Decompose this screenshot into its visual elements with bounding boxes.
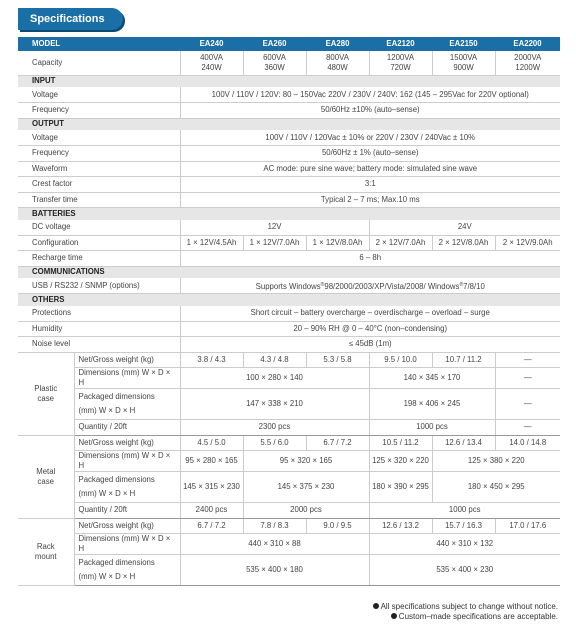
crest-factor-row [18, 177, 560, 193]
section-output [18, 118, 560, 130]
specifications-title: Specifications [18, 8, 123, 30]
row-value: 6 – 8h [180, 251, 560, 267]
rack-weight-row [18, 518, 560, 534]
weight-value: 7.8 / 8.3 [243, 518, 306, 534]
recharge-time-row [18, 251, 560, 267]
weight-value: 4.5 / 5.0 [180, 435, 243, 451]
section-title: COMMUNICATIONS [18, 266, 560, 278]
footnote-text: Custom–made specifications are acceptable. [398, 612, 558, 621]
quantity-value: 1000 pcs [369, 503, 560, 519]
row-label: Packaged dimensions (mm) W × D × H [74, 389, 180, 420]
row-label: Voltage [18, 87, 180, 103]
row-label: Packaged dimensions (mm) W × D × H [74, 555, 180, 586]
model-ea260: EA260 [243, 37, 306, 51]
weight-value: 10.5 / 11.2 [369, 435, 432, 451]
config-value: 1 × 12V/7.0Ah [243, 235, 306, 251]
row-label: Dimensions (mm) W × D × H [74, 451, 180, 472]
weight-value: — [495, 352, 560, 368]
footnote [373, 612, 558, 622]
row-value: Short circuit – battery overcharge – overdischarge – overload – surge [180, 306, 560, 322]
bullet-icon [391, 613, 397, 619]
weight-value: 5.3 / 5.8 [306, 352, 369, 368]
dc-voltage-row [18, 220, 560, 236]
row-value: ≤ 45dB (1m) [180, 337, 560, 353]
section-title: BATTERIES [18, 208, 560, 220]
config-value: 2 × 12V/9.0Ah [495, 235, 560, 251]
dimension-value: 125 × 320 × 220 [369, 451, 432, 472]
row-value: Typical 2 – 7 ms; Max.10 ms [180, 192, 560, 208]
weight-value: 10.7 / 11.2 [432, 352, 495, 368]
row-label: Transfer time [18, 192, 180, 208]
humidity-row [18, 321, 560, 337]
capacity-value: 1200VA 720W [369, 51, 432, 75]
capacity-label: Capacity [18, 51, 180, 75]
row-value [180, 278, 560, 294]
row-label: USB / RS232 / SNMP (options) [18, 278, 180, 294]
weight-value: 6.7 / 7.2 [306, 435, 369, 451]
metal-packaged-row [18, 472, 560, 503]
config-value: 1 × 12V/8.0Ah [306, 235, 369, 251]
row-label: Noise level [18, 337, 180, 353]
plastic-weight-row [18, 352, 560, 368]
quantity-value: 1000 pcs [369, 420, 495, 436]
plastic-dimensions-row [18, 368, 560, 389]
row-value: AC mode: pure sine wave; battery mode: simulated sine wave [180, 161, 560, 177]
packaged-value: 180 × 390 × 295 [369, 472, 432, 503]
row-label: Waveform [18, 161, 180, 177]
registered-mark: ® [320, 281, 325, 288]
row-label: Frequency [18, 146, 180, 162]
plastic-packaged-row [18, 389, 560, 420]
section-title: INPUT [18, 75, 560, 87]
row-value: 50/60Hz ± 1% (auto–sense) [180, 146, 560, 162]
row-value: 3:1 [180, 177, 560, 193]
section-input [18, 75, 560, 87]
model-ea2200: EA2200 [495, 37, 560, 51]
weight-value: 14.0 / 14.8 [495, 435, 560, 451]
spec-table [18, 37, 560, 586]
weight-value: 4.3 / 4.8 [243, 352, 306, 368]
packaged-value: 198 × 406 × 245 [369, 389, 495, 420]
capacity-value: 1500VA 900W [432, 51, 495, 75]
row-label: Net/Gross weight (kg) [74, 352, 180, 368]
configuration-row [18, 235, 560, 251]
section-title: OUTPUT [18, 118, 560, 130]
weight-value: 5.5 / 6.0 [243, 435, 306, 451]
row-label: Packaged dimensions (mm) W × D × H [74, 472, 180, 503]
footnote-text: All specifications subject to change without notice. [380, 602, 558, 611]
row-label: Dimensions (mm) W × D × H [74, 534, 180, 555]
row-label: Protections [18, 306, 180, 322]
packaged-value: — [495, 389, 560, 420]
weight-value: 12.6 / 13.2 [369, 518, 432, 534]
dimension-value: 100 × 280 × 140 [180, 368, 369, 389]
packaged-value: 535 × 400 × 230 [369, 555, 560, 586]
section-title: OTHERS [18, 294, 560, 306]
row-value: 20 – 90% RH @ 0 – 40°C (non–condensing) [180, 321, 560, 337]
capacity-row [18, 51, 560, 75]
section-communications [18, 266, 560, 278]
row-value: 100V / 110V / 120Vac ± 10% or 220V / 230V / 240Vac ± 10% [180, 130, 560, 146]
row-value: 50/60Hz ±10% (auto–sense) [180, 103, 560, 119]
support-text: 98/2000/2003/XP/Vista/2008/ Windows [324, 281, 460, 291]
dimension-value: 95 × 320 × 165 [243, 451, 369, 472]
input-voltage-row [18, 87, 560, 103]
footnotes [373, 602, 558, 622]
packaged-value: 145 × 315 × 230 [180, 472, 243, 503]
capacity-value: 800VA 480W [306, 51, 369, 75]
rack-mount-label: Rack mount [18, 518, 74, 586]
quantity-value: 2300 pcs [180, 420, 369, 436]
config-value: 1 × 12V/4.5Ah [180, 235, 243, 251]
model-header-row [18, 37, 560, 51]
dimension-value: 95 × 280 × 165 [180, 451, 243, 472]
waveform-row [18, 161, 560, 177]
row-label: Humidity [18, 321, 180, 337]
dimension-value: 440 × 310 × 88 [180, 534, 369, 555]
weight-value: 9.5 / 10.0 [369, 352, 432, 368]
support-text: Supports Windows [255, 281, 321, 291]
row-label: Configuration [18, 235, 180, 251]
support-text: 7/8/10 [463, 281, 485, 291]
quantity-value: 2000 pcs [243, 503, 369, 519]
registered-mark: ® [459, 281, 464, 288]
packaged-value: 180 × 450 × 295 [432, 472, 560, 503]
weight-value: 12.6 / 13.4 [432, 435, 495, 451]
dimension-value: 140 × 345 × 170 [369, 368, 495, 389]
row-value: 100V / 110V / 120V: 80 – 150Vac 220V / 230V / 240V: 162 (145 – 295Vac for 220V optional) [180, 87, 560, 103]
weight-value: 17.0 / 17.6 [495, 518, 560, 534]
plastic-quantity-row [18, 420, 560, 436]
noise-level-row [18, 337, 560, 353]
packaged-value: 535 × 400 × 180 [180, 555, 369, 586]
rack-dimensions-row [18, 534, 560, 555]
bullet-icon [373, 603, 379, 609]
section-batteries [18, 208, 560, 220]
row-label: Crest factor [18, 177, 180, 193]
row-label: Recharge time [18, 251, 180, 267]
row-value: 12V [180, 220, 369, 236]
weight-value: 15.7 / 16.3 [432, 518, 495, 534]
weight-value: 9.0 / 9.5 [306, 518, 369, 534]
metal-dimensions-row [18, 451, 560, 472]
metal-case-label: Metal case [18, 435, 74, 518]
dimension-value: — [495, 368, 560, 389]
weight-value: 6.7 / 7.2 [180, 518, 243, 534]
capacity-value: 400VA 240W [180, 51, 243, 75]
row-value: 24V [369, 220, 560, 236]
row-label: Quantity / 20ft [74, 420, 180, 436]
footnote [373, 602, 558, 612]
row-label: Dimensions (mm) W × D × H [74, 368, 180, 389]
packaged-value: 145 × 375 × 230 [243, 472, 369, 503]
model-ea2150: EA2150 [432, 37, 495, 51]
model-ea280: EA280 [306, 37, 369, 51]
config-value: 2 × 12V/7.0Ah [369, 235, 432, 251]
usb-row [18, 278, 560, 294]
quantity-value: 2400 pcs [180, 503, 243, 519]
row-label: DC voltage [18, 220, 180, 236]
row-label: Quantity / 20ft [74, 503, 180, 519]
protections-row [18, 306, 560, 322]
dimension-value: 440 × 310 × 132 [369, 534, 560, 555]
model-header: MODEL [18, 37, 180, 51]
row-label: Net/Gross weight (kg) [74, 435, 180, 451]
metal-quantity-row [18, 503, 560, 519]
input-frequency-row [18, 103, 560, 119]
capacity-value: 600VA 360W [243, 51, 306, 75]
row-label: Frequency [18, 103, 180, 119]
model-ea240: EA240 [180, 37, 243, 51]
model-ea2120: EA2120 [369, 37, 432, 51]
config-value: 2 × 12V/8.0Ah [432, 235, 495, 251]
weight-value: 3.8 / 4.3 [180, 352, 243, 368]
packaged-value: 147 × 338 × 210 [180, 389, 369, 420]
plastic-case-label: Plastic case [18, 352, 74, 435]
quantity-value: — [495, 420, 560, 436]
dimension-value: 125 × 380 × 220 [432, 451, 560, 472]
transfer-time-row [18, 192, 560, 208]
row-label: Voltage [18, 130, 180, 146]
output-frequency-row [18, 146, 560, 162]
row-label: Net/Gross weight (kg) [74, 518, 180, 534]
section-others [18, 294, 560, 306]
rack-packaged-row [18, 555, 560, 586]
output-voltage-row [18, 130, 560, 146]
capacity-value: 2000VA 1200W [495, 51, 560, 75]
metal-weight-row [18, 435, 560, 451]
